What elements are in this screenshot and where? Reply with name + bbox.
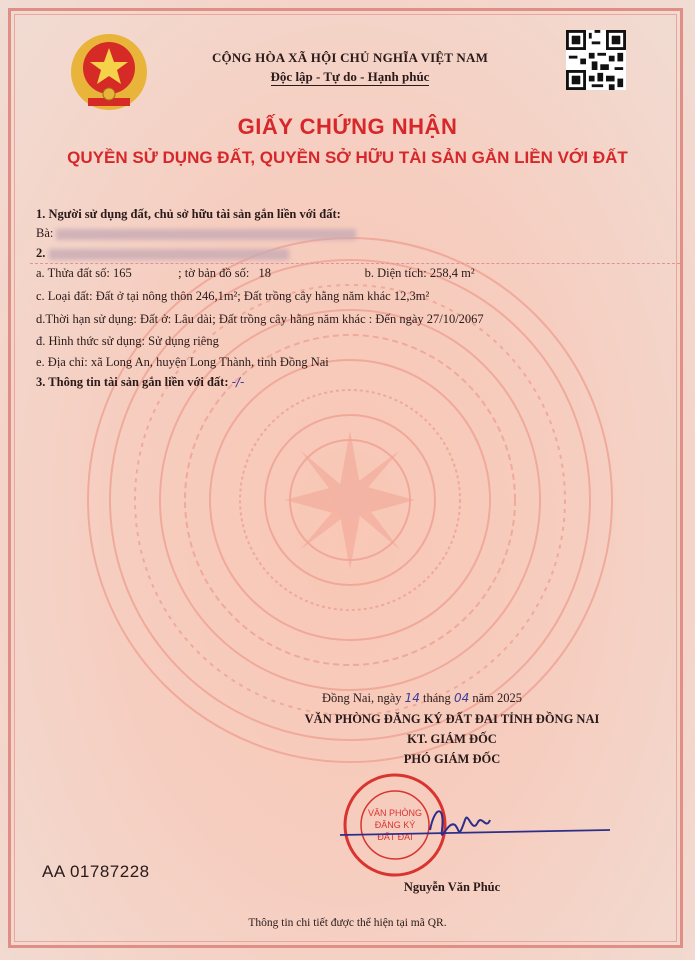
- address-line: [36, 355, 329, 370]
- section3-heading: 3. Thông tin tài sản gắn liền với đất:: [36, 375, 229, 389]
- national-emblem-icon: [66, 28, 152, 120]
- footer-note: Thông tin chi tiết được thể hiện tại mã QR.: [248, 917, 447, 929]
- motto: [160, 69, 540, 85]
- area-label: b. Diện tích:: [364, 266, 427, 280]
- certificate-subtitle: QUYỀN SỬ DỤNG ĐẤT, QUYỀN SỞ HỮU TÀI SẢN GẮN LIỀN VỚI ĐẤT: [67, 148, 628, 167]
- certificate-title: GIẤY CHỨNG NHẬN: [237, 114, 458, 139]
- redacted-section2: [49, 249, 289, 260]
- parcel-label: a. Thửa đất số:: [36, 266, 110, 280]
- sign-place: Đồng Nai, ngày: [322, 691, 402, 705]
- sign-month-label: tháng: [423, 691, 451, 705]
- qr-code-icon[interactable]: [566, 30, 626, 90]
- sign-date-line: [322, 691, 522, 706]
- sign-year: năm 2025: [472, 691, 522, 705]
- serial-number: AA 01787228: [42, 862, 150, 881]
- handwritten-signature: [340, 800, 610, 860]
- area-value: 258,4 m²: [429, 266, 475, 280]
- stamp-line-3: ĐẤT ĐAI: [377, 832, 413, 842]
- land-type-label: c. Loại đất:: [36, 289, 93, 303]
- section1-heading: 1. Người sử dụng đất, chủ sở hữu tài sản gắn liền với đất:: [36, 207, 341, 221]
- map-label: ; tờ bản đồ số:: [178, 266, 250, 280]
- form-value: Sử dụng riêng: [148, 334, 219, 348]
- republic-heading: CỘNG HÒA XÃ HỘI CHỦ NGHĨA VIỆT NAM: [211, 50, 489, 65]
- land-type-line: [36, 289, 429, 304]
- sign-day: 14: [404, 691, 420, 705]
- stamp-line-2: ĐĂNG KÝ: [374, 820, 416, 830]
- address-label: e. Địa chỉ:: [36, 355, 88, 369]
- usage-form-line: [36, 334, 219, 349]
- section3-value: -/-: [231, 375, 245, 389]
- map-value: 18: [258, 266, 271, 280]
- address-value: xã Long An, huyện Long Thành, tỉnh Đồng Nai: [90, 355, 329, 369]
- term-value: Đất ở: Lâu dài; Đất trồng cây hằng năm khác : Đến ngày 27/10/2067: [140, 312, 484, 326]
- parcel-line: [36, 266, 475, 281]
- owner-line: [36, 226, 356, 241]
- motto-text: Độc lập - Tự do - Hạnh phúc: [270, 69, 430, 84]
- signer-name: Nguyễn Văn Phúc: [403, 880, 501, 894]
- stamp-line-1: VĂN PHÒNG: [367, 808, 423, 818]
- divider: [30, 263, 680, 264]
- form-label: đ. Hình thức sử dụng:: [36, 334, 146, 348]
- section2-heading: [36, 246, 289, 261]
- section3-line: [36, 375, 244, 390]
- land-type-value: Đất ở tại nông thôn 246,1m²; Đất trồng cây hằng năm khác 12,3m²: [95, 289, 430, 303]
- term-label: d.Thời hạn sử dụng:: [36, 312, 137, 326]
- redacted-owner-name: [56, 229, 356, 240]
- term-line: [36, 312, 484, 327]
- signer-position: PHÓ GIÁM ĐỐC: [403, 752, 501, 766]
- parcel-value: 165: [113, 266, 132, 280]
- on-behalf-of: KT. GIÁM ĐỐC: [407, 732, 497, 746]
- section2-prefix: 2.: [36, 246, 46, 260]
- sign-month: 04: [453, 691, 470, 705]
- issuing-office: VĂN PHÒNG ĐĂNG KÝ ĐẤT ĐAI TỈNH ĐỒNG NAI: [304, 712, 600, 726]
- owner-prefix: Bà:: [36, 226, 54, 240]
